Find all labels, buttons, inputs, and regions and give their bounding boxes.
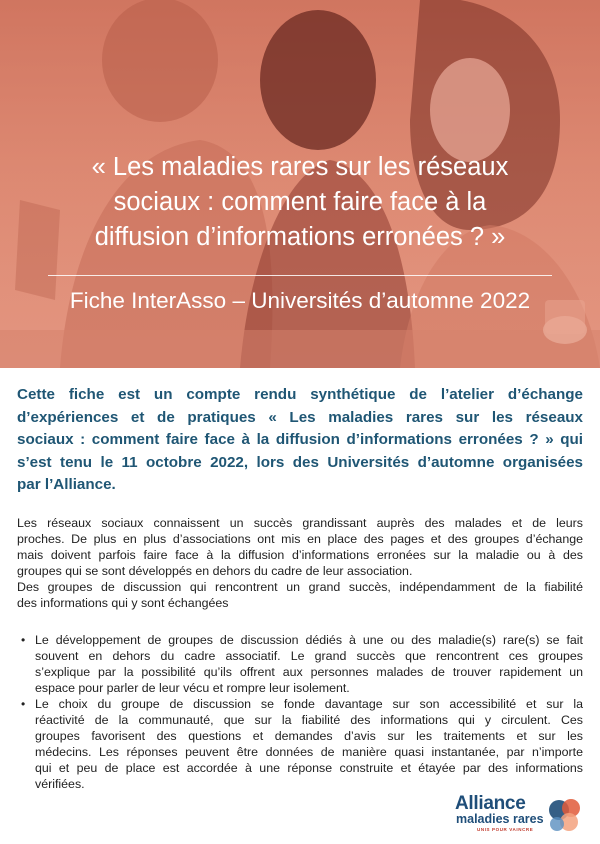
bullet-dot-icon: • (21, 697, 26, 711)
bullet-list (17, 632, 583, 792)
logo-subtitle: maladies rares (456, 812, 544, 826)
bullet-line: Le développement de groupes de discussion dédiés à une ou des maladie(s) rare(s) se fait (35, 633, 583, 647)
body-line: Les réseaux sociaux connaissent un succès grandissant auprès des malades et de leurs (17, 516, 583, 530)
bullet-line: réactivité de la communauté, que sur la fiabilité des informations qui y circulent. Ces (35, 713, 583, 727)
body-line: des informations qui y sont échangées (17, 596, 229, 610)
title-line: sociaux : comment faire face à la (113, 188, 487, 216)
bullet-line: qui et peu de place est accordée à une réponse construite et étayée par des informations (35, 761, 583, 775)
alliance-logo (455, 793, 585, 836)
title-line: diffusion d’informations erronées ? » (94, 223, 506, 251)
intro-summary (17, 384, 583, 497)
intro-line: d’expériences et de pratiques « Les maladies rares sur les réseaux (17, 408, 583, 426)
body-line: proches. De plus en plus d’associations ont mis en place des pages et des groupes d’échange (17, 532, 583, 546)
bullet-dot-icon: • (21, 633, 26, 647)
intro-line: s’est tenu le 11 octobre 2022, lors des Universités d’automne organisées (17, 453, 583, 471)
bullet-line: groupes favorisent des questions et demandes d’avis sur les traitements et sur les (35, 729, 583, 743)
bullet-line: s’explique par la possibilité qu’ils offrent aux personnes malades de trouver rapidement un (35, 665, 583, 679)
bullet-line: souvent en dehors du cadre associatif. Le grand succès que rencontrent ces groupes (35, 649, 583, 663)
page-subtitle: Fiche InterAsso – Universités d’automne 2022 (69, 288, 531, 313)
hero-banner (0, 0, 600, 368)
bullet-item (17, 632, 583, 696)
intro-line: par l’Alliance. (17, 476, 116, 493)
title-divider (48, 275, 552, 276)
body-paragraph (17, 515, 583, 611)
page-title (40, 150, 560, 255)
body-line: groupes qui se sont développés en dehors du cadre de leur association. (17, 564, 413, 578)
title-line: « Les maladies rares sur les réseaux (91, 153, 509, 181)
body-line: Des groupes de discussion qui rencontrent un grand succès, indépendamment de la fiabilité (17, 580, 583, 594)
body-line: mais doivent parfois faire face à la diffusion d’informations erronées sur la maladie ou à des (17, 548, 583, 562)
logo-wordmark: Alliance (455, 793, 526, 814)
bullet-item (17, 696, 583, 792)
intro-line: sociaux : comment faire face à la diffusion d’informations erronées ? » qui (17, 431, 583, 448)
bullet-line: médecins. Les réponses peuvent être données de manière quasi instantanée, par n’importe (35, 745, 583, 759)
logo-tagline: UNIS POUR VAINCRE (477, 827, 534, 832)
logo-circles-icon (547, 796, 583, 836)
bullet-line: Le choix du groupe de discussion se fonde davantage sur son accessibilité et sur la (35, 697, 583, 711)
intro-line: Cette fiche est un compte rendu synthétique de l’atelier d’échange (17, 386, 583, 403)
bullet-line: espace pour parler de leur vécu et rompre leur isolement. (35, 681, 350, 695)
bullet-line: vérifiées. (35, 777, 85, 791)
